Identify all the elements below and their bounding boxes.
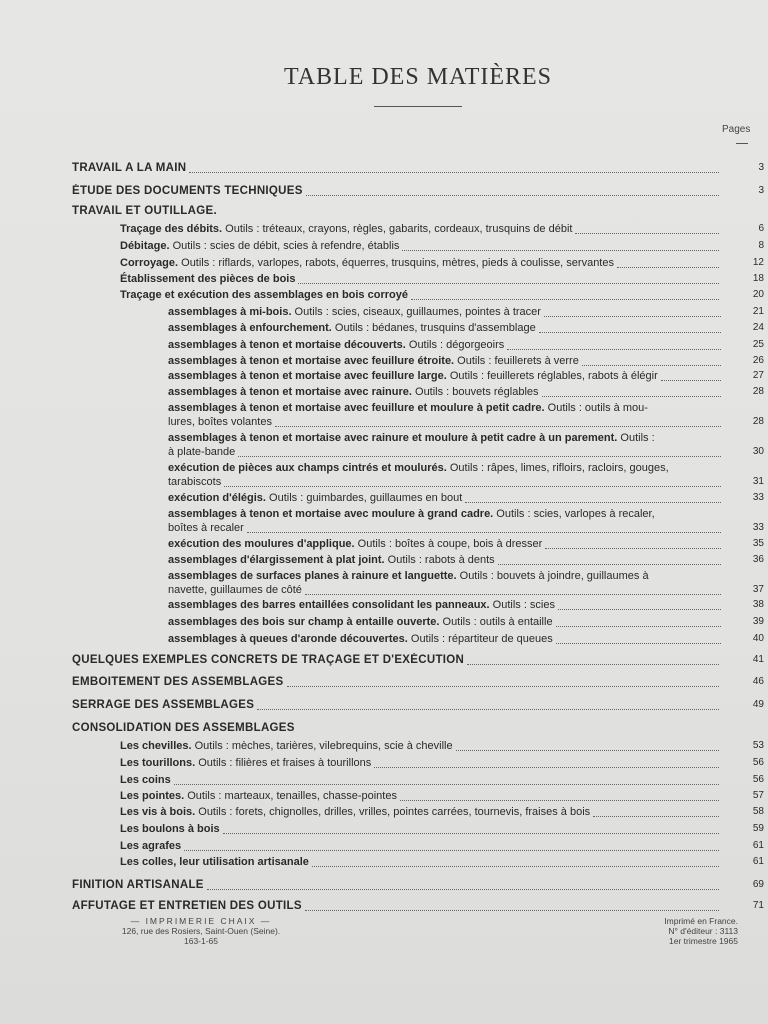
- toc-page-number: 28: [752, 416, 764, 427]
- toc-entry-text: [168, 598, 555, 612]
- toc-entry-tools: Outils : filières et fraises à tourillons: [195, 757, 372, 769]
- dot-leader: [617, 266, 719, 268]
- toc-entry-tools: Outils : forets, chignolles, drilles, vrilles, pointes carrées, tournevis, fraises à bois: [195, 806, 591, 818]
- printer-imprint: [96, 916, 306, 946]
- toc-entry-tools: Outils : marteaux, tenailles, chasse-pointes: [184, 790, 397, 802]
- toc-entry-tools: Outils : guimbardes, guillaumes en bout: [265, 492, 463, 504]
- toc-page-number: 24: [752, 322, 764, 333]
- toc-entry-tools: Outils : tréteaux, crayons, règles, gabarits, cordeaux, trusquins de débit: [222, 223, 573, 235]
- toc-entry-heading: assemblages à enfourchement.: [168, 322, 332, 334]
- toc-entry-continuation: [168, 445, 724, 459]
- dot-leader: [456, 749, 719, 751]
- toc-page-number: 59: [752, 823, 764, 834]
- toc-entry-heading: Les vis à bois.: [120, 806, 196, 818]
- toc-page-number: 31: [752, 476, 764, 487]
- toc-entry-heading: assemblages à tenon et mortaise découverts.: [168, 339, 406, 351]
- toc-entry: [168, 598, 724, 612]
- dot-leader: [298, 282, 719, 284]
- toc-entry: [168, 615, 724, 629]
- toc-entry-tools: Outils : répartiteur de queues: [407, 633, 553, 645]
- dot-leader: [544, 315, 721, 317]
- dot-leader: [312, 865, 719, 867]
- toc-entry-text: [168, 462, 669, 474]
- toc-entry-heading: assemblages à tenon et mortaise avec moulure à grand cadre.: [168, 508, 494, 520]
- toc-entry: [168, 632, 724, 646]
- toc-entry-heading: Les tourillons.: [120, 757, 196, 769]
- toc-entry-text: [120, 739, 453, 753]
- dot-leader: [238, 455, 721, 457]
- toc-entry-heading: Débitage.: [120, 240, 170, 252]
- toc-entry-text: [72, 698, 254, 712]
- toc-entry-tools: Outils : boîtes à coupe, bois à dresser: [354, 538, 543, 550]
- toc-entry-tools: Outils : feuillerets à verre: [454, 355, 579, 367]
- dot-leader: [257, 708, 719, 710]
- toc-entry-heading: assemblages des barres entaillées consolidant les panneaux.: [168, 599, 490, 611]
- toc-continuation-text: boîtes à recaler: [168, 522, 244, 534]
- dot-leader: [661, 379, 721, 381]
- publisher-number: N° d'éditeur : 3113: [668, 926, 738, 936]
- toc-entry: [72, 161, 722, 175]
- toc-entry-text: [168, 305, 541, 319]
- toc-entry-tools: Outils : râpes, limes, rifloirs, racloirs, gouges,: [446, 462, 669, 474]
- toc-entry: [120, 239, 722, 253]
- toc-entry: [168, 461, 724, 475]
- toc-entry: [120, 272, 722, 286]
- toc-entry: [168, 569, 724, 583]
- dot-leader: [207, 888, 719, 890]
- dot-leader: [507, 348, 721, 350]
- toc-continuation-text: tarabiscots: [168, 476, 222, 488]
- toc-entry: [120, 855, 722, 869]
- toc-entry-tools: Outils :: [617, 432, 655, 444]
- toc-entry-heading: assemblages d'élargissement à plat joint.: [168, 554, 385, 566]
- toc-entry-heading: Traçage et exécution des assemblages en bois corroyé: [120, 289, 408, 301]
- dot-leader: [465, 501, 721, 503]
- toc-entry: [120, 256, 722, 270]
- toc-entry-text: [120, 822, 220, 836]
- toc-entry-tools: Outils : rabots à dents: [384, 554, 495, 566]
- toc-entry: [72, 675, 722, 689]
- toc-entry-tools: Outils : outils à mou-: [544, 402, 648, 414]
- toc-entry-text: [168, 632, 553, 646]
- dot-leader: [556, 625, 721, 627]
- toc-entry: [72, 184, 722, 198]
- printer-name: — IMPRIMERIE CHAIX —: [130, 916, 272, 926]
- toc-entry-text: [168, 338, 504, 352]
- toc-entry: [120, 773, 722, 787]
- toc-entry: [168, 431, 724, 445]
- toc-page-number: 30: [752, 446, 764, 457]
- toc-entry-heading: assemblages à tenon et mortaise avec feuillure large.: [168, 370, 447, 382]
- toc-page-number: 27: [752, 370, 764, 381]
- toc-page-number: 58: [752, 806, 764, 817]
- dot-leader: [184, 849, 719, 851]
- printed-in: Imprimé en France.: [664, 916, 738, 926]
- toc-entry-text: [168, 354, 579, 368]
- toc-entry-tools: Outils : scies de débit, scies à refendre, établis: [169, 240, 400, 252]
- toc-entry-heading: SERRAGE DES ASSEMBLAGES: [72, 699, 255, 711]
- toc-entry-heading: assemblages à tenon et mortaise avec rainure et moulure à petit cadre à un parement.: [168, 432, 618, 444]
- toc-page-number: 33: [752, 492, 764, 503]
- toc-entry: [168, 305, 724, 319]
- toc-entry-heading: exécution de pièces aux champs cintrés et moulurés.: [168, 462, 447, 474]
- toc-page-number: 57: [752, 790, 764, 801]
- toc-entry-text: [72, 675, 284, 689]
- toc-entry-text: [168, 553, 495, 567]
- publication-info: [618, 916, 738, 946]
- toc-page-number: 40: [752, 633, 764, 644]
- toc-entry-text: [72, 161, 186, 175]
- toc-entry: [120, 805, 722, 819]
- toc-entry-heading: Les chevilles.: [120, 740, 192, 752]
- toc-continuation-text: navette, guillaumes de côté: [168, 584, 302, 596]
- toc-entry: [120, 839, 722, 853]
- toc-entry-text: [168, 508, 655, 520]
- toc-entry-heading: TRAVAIL A LA MAIN: [72, 162, 187, 174]
- toc-entry-text: [72, 653, 464, 667]
- pages-header-underline: [736, 143, 748, 144]
- toc-entry: [168, 385, 724, 399]
- dot-leader: [400, 799, 719, 801]
- toc-entry: [120, 288, 722, 302]
- printer-code: 163-1-65: [183, 936, 219, 946]
- toc-entry-heading: Les colles, leur utilisation artisanale: [120, 856, 309, 868]
- toc-page-number: 49: [752, 699, 764, 710]
- toc-entry-heading: assemblages à queues d'aronde découvertes.: [168, 633, 408, 645]
- toc-entry-heading: Les coins: [120, 774, 171, 786]
- toc-entry-text: [168, 615, 553, 629]
- page-title: TABLE DES MATIÈRES: [283, 64, 553, 90]
- toc-page-number: 41: [752, 654, 764, 665]
- toc-entry-heading: Les pointes.: [120, 790, 185, 802]
- dot-leader: [306, 194, 719, 196]
- toc-page-number: 53: [752, 740, 764, 751]
- toc-entry-text: [120, 222, 572, 236]
- toc-entry-heading: Établissement des pièces de bois: [120, 273, 296, 285]
- title-underline: [374, 106, 462, 107]
- toc-entry-heading: exécution des moulures d'applique.: [168, 538, 355, 550]
- toc-entry: [168, 369, 724, 383]
- toc-entry-tools: Outils : scies: [489, 599, 555, 611]
- dot-leader: [305, 909, 719, 911]
- toc-continuation-text: à plate-bande: [168, 446, 236, 458]
- dot-leader: [411, 298, 719, 300]
- toc-entry-text: [72, 899, 302, 913]
- dot-leader: [174, 783, 719, 785]
- dot-leader: [556, 642, 721, 644]
- dot-leader: [275, 425, 721, 427]
- toc-page-number: 36: [752, 554, 764, 565]
- toc-page-number: 3: [758, 162, 764, 173]
- toc-entry-continuation: [168, 521, 724, 535]
- toc-entry-text: [168, 385, 539, 399]
- toc-page-number: 8: [758, 240, 764, 251]
- toc-page-number: 35: [752, 538, 764, 549]
- toc-entry-text: [168, 369, 658, 383]
- toc-page-number: 56: [752, 757, 764, 768]
- toc-entry-tools: Outils : feuillerets réglables, rabots à élégir: [446, 370, 658, 382]
- dot-leader: [558, 608, 721, 610]
- dot-leader: [402, 249, 719, 251]
- toc-entry-text: [120, 805, 590, 819]
- dot-leader: [467, 663, 719, 665]
- toc-entry: [168, 401, 724, 415]
- toc-entry-heading: assemblages à tenon et mortaise avec feuillure et moulure à petit cadre.: [168, 402, 545, 414]
- toc-entry: [168, 354, 724, 368]
- toc-entry-text: [168, 570, 649, 582]
- toc-entry: [72, 899, 722, 913]
- toc-entry-heading: assemblages à mi-bois.: [168, 306, 292, 318]
- dot-leader: [539, 331, 721, 333]
- toc-entry-tools: Outils : bouvets à joindre, guillaumes à: [456, 570, 649, 582]
- toc-entry-tools: Outils : scies, varlopes à recaler,: [493, 508, 655, 520]
- toc-page-number: 56: [752, 774, 764, 785]
- toc-entry-text: [120, 756, 371, 770]
- toc-entry-heading: Corroyage.: [120, 257, 179, 269]
- toc-entry-heading: CONSOLIDATION DES ASSEMBLAGES: [72, 722, 295, 734]
- toc-entry-continuation: [168, 475, 724, 489]
- toc-entry: [168, 338, 724, 352]
- toc-entry-heading: AFFUTAGE ET ENTRETIEN DES OUTILS: [72, 900, 302, 912]
- toc-entry: [120, 222, 722, 236]
- dot-leader: [575, 232, 719, 234]
- toc-page-number: 12: [752, 257, 764, 268]
- toc-entry-heading: FINITION ARTISANALE: [72, 879, 204, 891]
- toc-entry: [72, 204, 722, 218]
- toc-entry-tools: Outils : scies, ciseaux, guillaumes, pointes à tracer: [291, 306, 541, 318]
- toc-entry-text: [168, 432, 655, 444]
- toc-entry-text: [120, 789, 397, 803]
- toc-entry-text: [168, 537, 542, 551]
- dot-leader: [374, 766, 719, 768]
- toc-entry-heading: assemblages à tenon et mortaise avec feuillure étroite.: [168, 355, 455, 367]
- toc-page-number: 25: [752, 339, 764, 350]
- dot-leader: [305, 593, 721, 595]
- toc-entry: [120, 739, 722, 753]
- toc-entry-text: [120, 288, 408, 302]
- dot-leader: [287, 685, 720, 687]
- toc-page-number: 33: [752, 522, 764, 533]
- toc-entry: [120, 822, 722, 836]
- toc-entry-heading: TRAVAIL ET OUTILLAGE.: [72, 205, 217, 217]
- toc-page-number: 61: [752, 840, 764, 851]
- toc-entry-heading: QUELQUES EXEMPLES CONCRETS DE TRAÇAGE ET D'EXÉCUTION: [72, 654, 465, 666]
- dot-leader: [542, 395, 721, 397]
- toc-page-number: 3: [758, 185, 764, 196]
- toc-entry-text: [120, 272, 295, 286]
- print-quarter: 1er trimestre 1965: [669, 936, 738, 946]
- toc-entry: [72, 698, 722, 712]
- dot-leader: [593, 815, 719, 817]
- toc-entry-text: [120, 239, 399, 253]
- toc-entry-text: [168, 402, 648, 414]
- toc-entry-heading: EMBOITEMENT DES ASSEMBLAGES: [72, 676, 284, 688]
- toc-entry: [72, 721, 722, 735]
- toc-page-number: 46: [752, 676, 764, 687]
- toc-entry-continuation: [168, 583, 724, 597]
- toc-entry: [72, 878, 722, 892]
- toc-entry: [72, 653, 722, 667]
- toc-entry: [168, 491, 724, 505]
- toc-entry-text: [72, 184, 303, 198]
- toc-page-number: 69: [752, 879, 764, 890]
- toc-entry-text: [72, 721, 295, 735]
- dot-leader: [223, 832, 719, 834]
- toc-entry-text: [72, 204, 217, 218]
- toc-entry-heading: assemblages à tenon et mortaise avec rainure.: [168, 386, 412, 398]
- toc-entry-text: [120, 256, 614, 270]
- toc-entry-heading: exécution d'élégis.: [168, 492, 266, 504]
- toc-entry-text: [120, 773, 171, 787]
- toc-page-number: 6: [758, 223, 764, 234]
- dot-leader: [189, 171, 719, 173]
- toc-page-number: 21: [752, 306, 764, 317]
- dot-leader: [247, 531, 721, 533]
- toc-entry-text: [120, 839, 181, 853]
- toc-page-number: 38: [752, 599, 764, 610]
- toc-entry-tools: Outils : bédanes, trusquins d'assemblage: [331, 322, 536, 334]
- dot-leader: [224, 485, 721, 487]
- dot-leader: [498, 563, 721, 565]
- toc-page-number: 61: [752, 856, 764, 867]
- toc-entry-text: [168, 321, 536, 335]
- printer-address: 126, rue des Rosiers, Saint-Ouen (Seine).: [121, 926, 281, 936]
- toc-entry: [120, 756, 722, 770]
- toc-page-number: 28: [752, 386, 764, 397]
- toc-entry-tools: Outils : outils à entaille: [439, 616, 553, 628]
- toc-page-number: 37: [752, 584, 764, 595]
- toc-entry-tools: Outils : mèches, tarières, vilebrequins, scie à cheville: [191, 740, 453, 752]
- toc-entry-text: [120, 855, 309, 869]
- toc-continuation-text: lures, boîtes volantes: [168, 416, 272, 428]
- dot-leader: [545, 547, 721, 549]
- toc-entry: [168, 507, 724, 521]
- toc-entry-heading: ÉTUDE DES DOCUMENTS TECHNIQUES: [72, 185, 303, 197]
- toc-entry-heading: assemblages des bois sur champ à entaille ouverte.: [168, 616, 440, 628]
- toc-entry: [120, 789, 722, 803]
- toc-page-number: 39: [752, 616, 764, 627]
- toc-entry-tools: Outils : riflards, varlopes, rabots, équerres, trusquins, mètres, pieds à coulisse, servantes: [178, 257, 614, 269]
- toc-entry: [168, 553, 724, 567]
- toc-page-number: 71: [752, 900, 764, 911]
- toc-entry-text: [72, 878, 204, 892]
- toc-entry-heading: Traçage des débits.: [120, 223, 223, 235]
- toc-entry-continuation: [168, 415, 724, 429]
- toc-entry-text: [168, 491, 462, 505]
- pages-column-header: Pages: [722, 124, 751, 135]
- toc-entry-tools: Outils : bouvets réglables: [411, 386, 539, 398]
- toc-entry-tools: Outils : dégorgeoirs: [405, 339, 505, 351]
- toc-page-number: 18: [752, 273, 764, 284]
- toc-entry: [168, 537, 724, 551]
- toc-page-number: 20: [752, 289, 764, 300]
- toc-entry-heading: Les agrafes: [120, 840, 182, 852]
- toc-entry-heading: Les boulons à bois: [120, 823, 220, 835]
- dot-leader: [582, 364, 721, 366]
- toc-entry: [168, 321, 724, 335]
- toc-entry-heading: assemblages de surfaces planes à rainure et languette.: [168, 570, 457, 582]
- toc-page-number: 26: [752, 355, 764, 366]
